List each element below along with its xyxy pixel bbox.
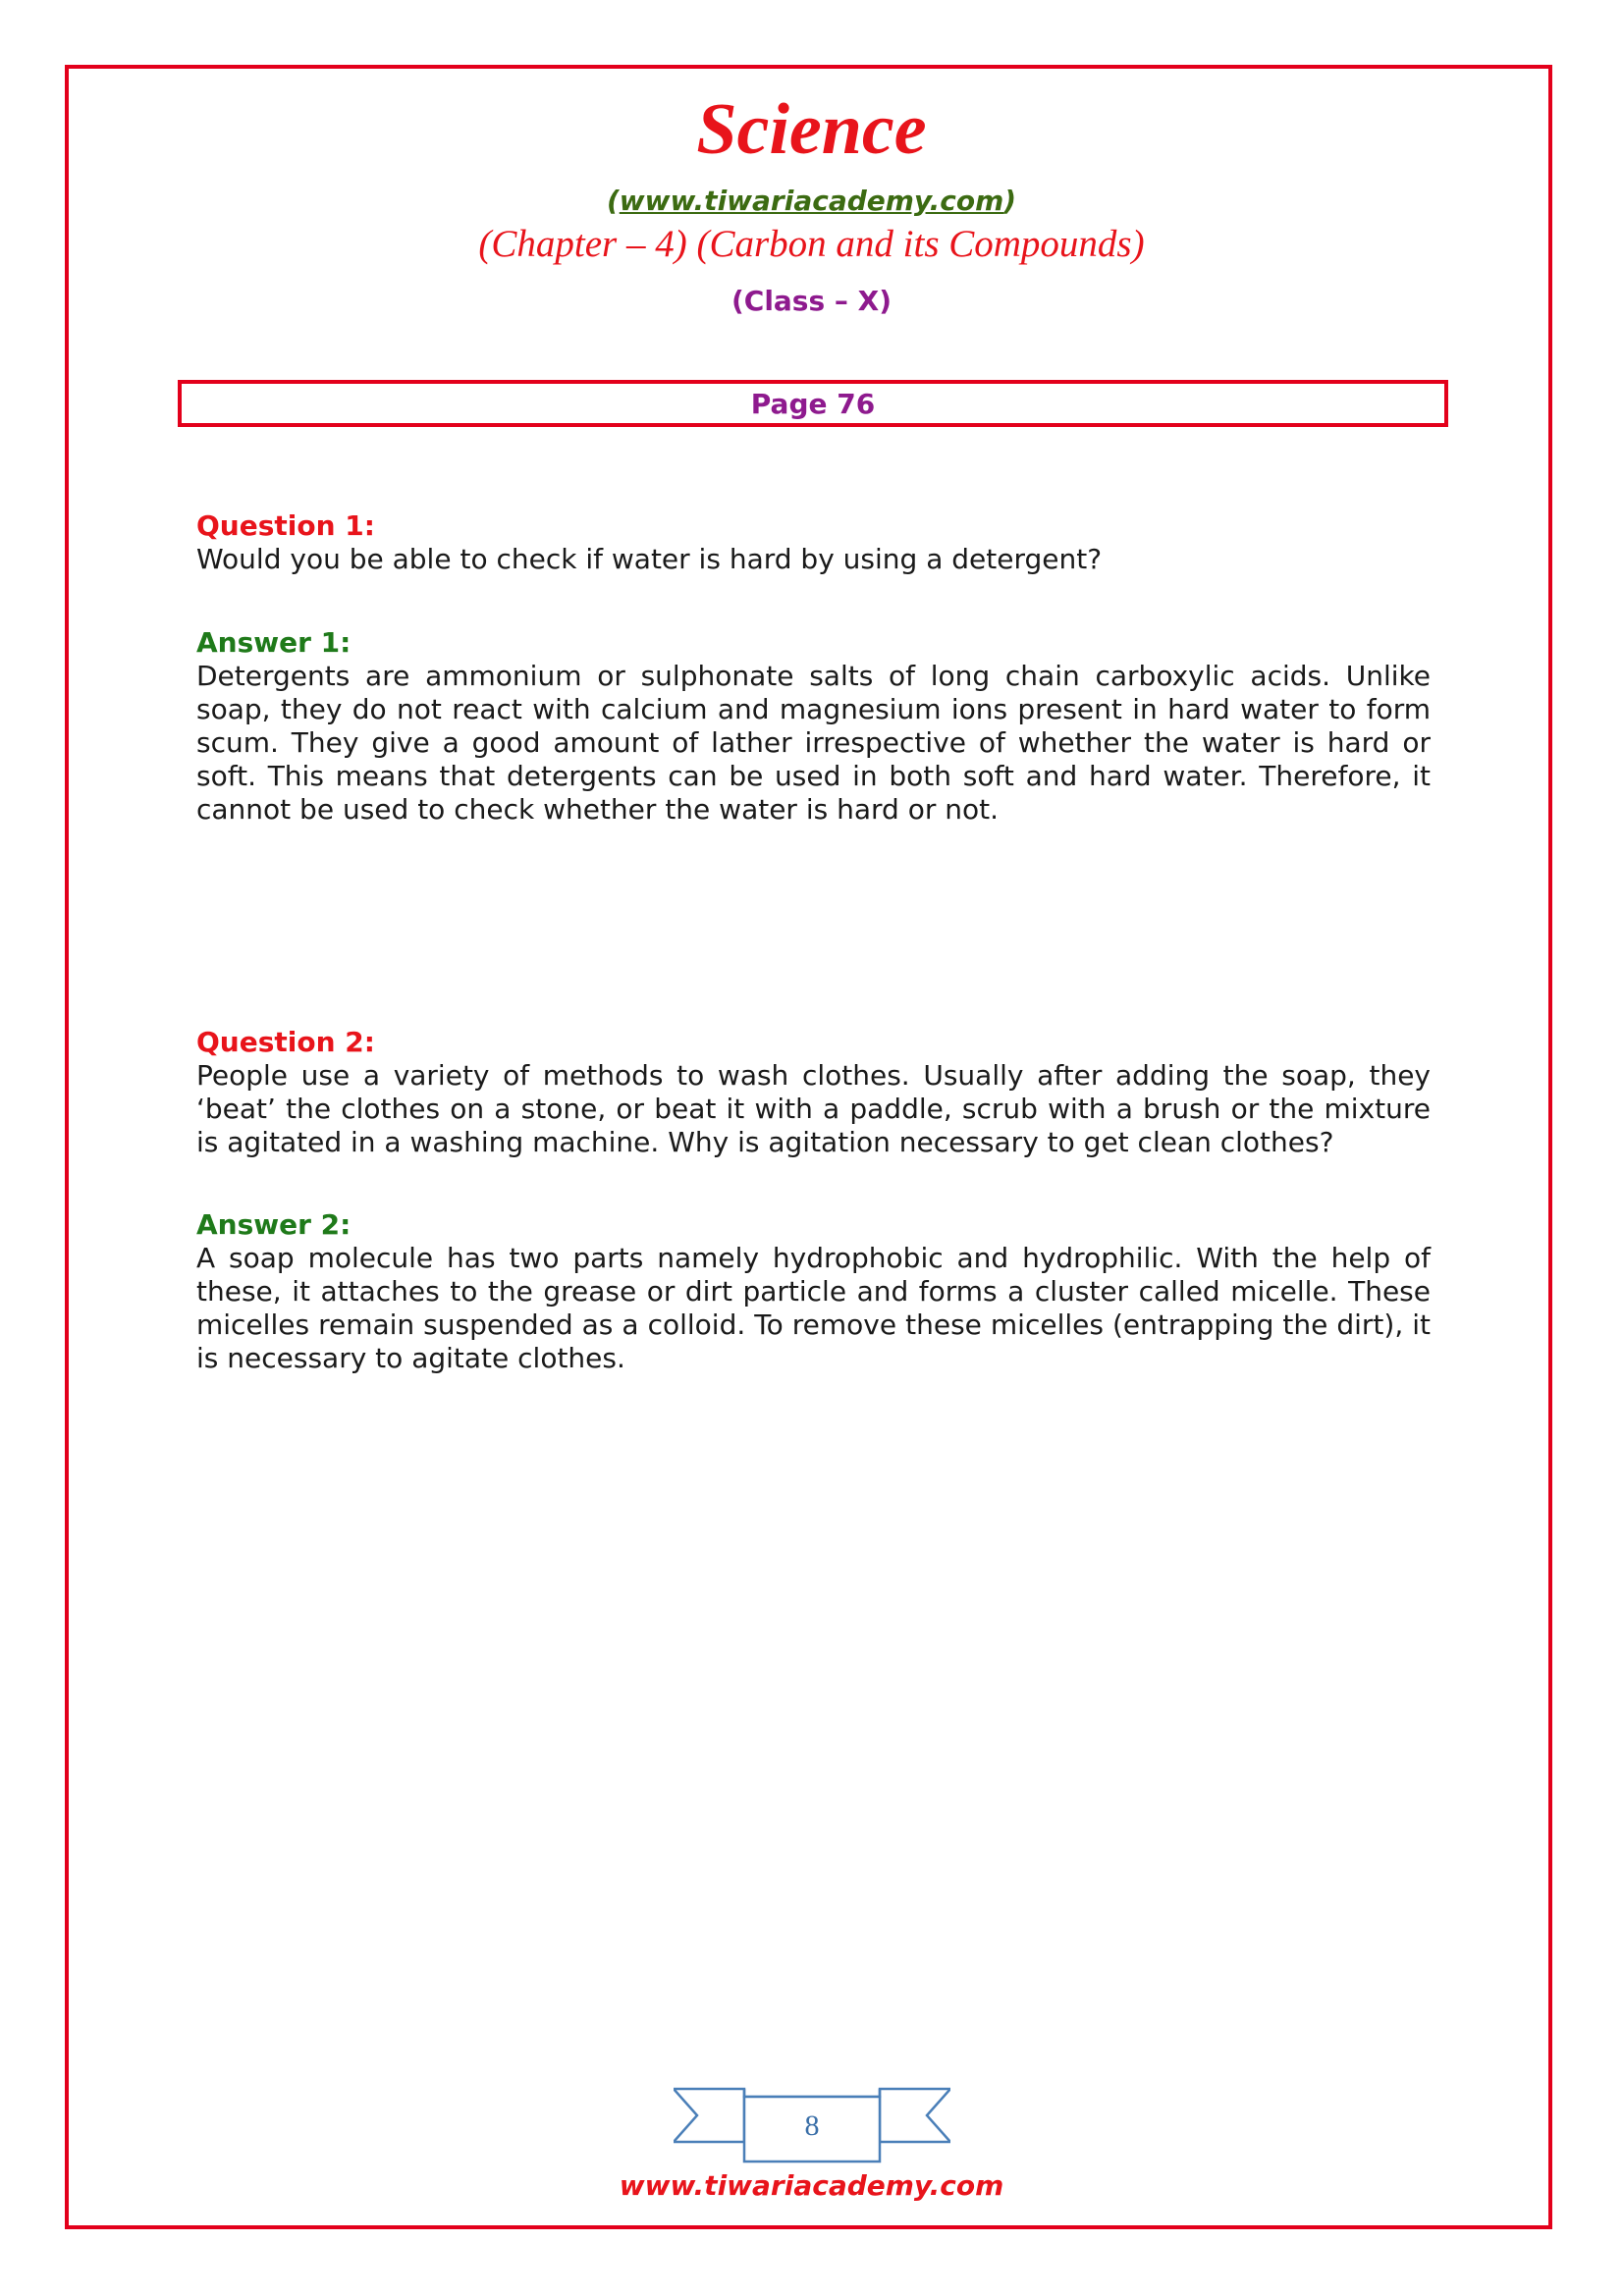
answer-text: Detergents are ammonium or sulphonate salts of long chain carboxylic acids. Unlike soap, they do not react with calcium and magnesium ions present in hard water to form scum. They give a good amount of lather irrespective of whether the water is hard or soft. This means that detergents can be used in both soft and hard water. Therefore, it cannot be used to check whether the water is hard or not. bbox=[196, 660, 1431, 826]
answer-block-2 bbox=[196, 1208, 1431, 1375]
document-title: Science bbox=[696, 89, 927, 170]
question-text: Would you be able to check if water is hard by using a detergent? bbox=[196, 543, 1103, 575]
question-label: Question 1: bbox=[196, 509, 375, 542]
website-open-paren: ( bbox=[606, 185, 620, 217]
page-label-box bbox=[178, 380, 1448, 427]
website-link[interactable]: www.tiwariacademy.com bbox=[619, 185, 1004, 217]
question-block-1 bbox=[196, 509, 1431, 576]
question-block-2 bbox=[196, 1026, 1431, 1159]
page-number: 8 bbox=[804, 2109, 820, 2142]
page-label: Page 76 bbox=[750, 387, 876, 420]
chapter-heading: (Chapter – 4) (Carbon and its Compounds) bbox=[478, 223, 1145, 265]
answer-block-1 bbox=[196, 626, 1431, 827]
header-website bbox=[0, 185, 1623, 218]
question-text: People use a variety of methods to wash clothes. Usually after adding the soap, they ‘beat’ the clothes on a stone, or beat it with a paddle, scrub with a brush or the mixture is agitated in a washing machine. Why is agitation necessary to get clean clothes? bbox=[196, 1059, 1431, 1158]
class-label: (Class – X) bbox=[730, 285, 893, 317]
answer-text: A soap molecule has two parts namely hydrophobic and hydrophilic. With the help of these, it attaches to the grease or dirt particle and forms a cluster called micelle. These micelles remain suspended as a colloid. To remove these micelles (entrapping the dirt), it is necessary to agitate clothes. bbox=[196, 1242, 1431, 1374]
answer-label: Answer 2: bbox=[196, 1208, 352, 1241]
question-label: Question 2: bbox=[196, 1026, 375, 1058]
answer-label: Answer 1: bbox=[196, 626, 352, 659]
website-close-paren: ) bbox=[1003, 185, 1017, 217]
footer-website-link[interactable]: www.tiwariacademy.com bbox=[619, 2169, 1004, 2202]
